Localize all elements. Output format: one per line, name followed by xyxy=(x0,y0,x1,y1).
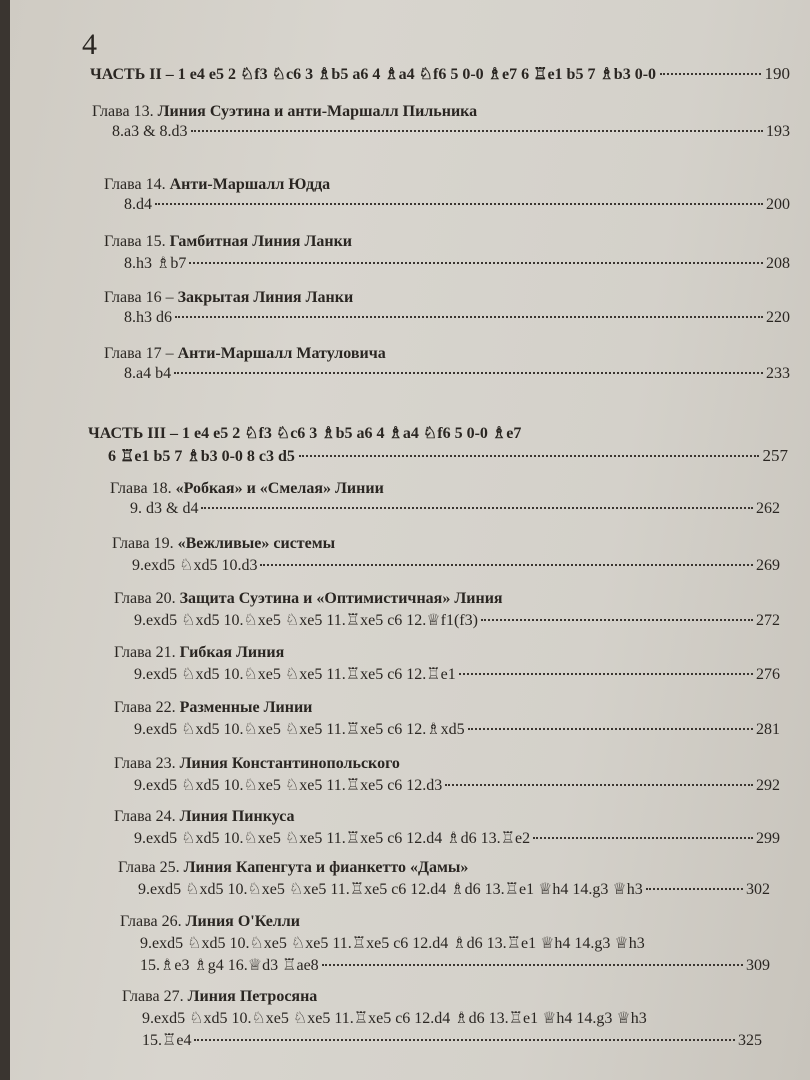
chapter-22 xyxy=(114,699,780,739)
chapter-number: Глава 18. xyxy=(110,480,172,497)
chapter-number: Глава 23. xyxy=(114,755,176,772)
dot-leader xyxy=(201,507,753,509)
chapter-page: 292 xyxy=(756,777,780,794)
dot-leader xyxy=(155,203,763,205)
chapter-13 xyxy=(92,103,790,141)
chapter-moves: 9.exd5 ♘xd5 10.♘xe5 ♘xe5 11.♖xe5 c6 12.d4 ♗d6 13.♖e2 xyxy=(134,830,531,847)
dot-leader xyxy=(459,673,753,675)
chapter-page: 276 xyxy=(756,666,780,683)
chapter-number: Глава 27. xyxy=(122,988,184,1005)
chapter-moves: 8.h3 ♗b7 xyxy=(124,255,187,272)
chapter-title: Разменные Линии xyxy=(179,699,313,716)
dot-leader xyxy=(194,1039,735,1041)
dot-leader xyxy=(174,372,763,374)
chapter-moves: 8.a3 & 8.d3 xyxy=(112,123,188,140)
chapter-moves: 9.exd5 ♘xd5 10.♘xe5 ♘xe5 11.♖xe5 c6 12.♕f1(f3) xyxy=(134,612,478,629)
chapter-moves: 8.h3 d6 xyxy=(124,309,172,326)
chapter-number: Глава 13. xyxy=(92,103,154,120)
chapter-title: Линия Пинкуса xyxy=(179,808,295,825)
chapter-moves-line-1: 9.exd5 ♘xd5 10.♘xe5 ♘xe5 11.♖xe5 c6 12.d4 ♗d6 13.♖e1 ♕h4 14.g3 ♕h3 xyxy=(140,935,645,952)
chapter-16 xyxy=(104,289,790,327)
chapter-moves: 8.a4 b4 xyxy=(124,365,172,382)
dot-leader xyxy=(189,262,763,264)
dot-leader xyxy=(660,73,760,75)
dot-leader xyxy=(175,316,763,318)
chapter-title: Закрытая Линия Ланки xyxy=(177,289,354,306)
chapter-page: 193 xyxy=(766,123,790,140)
part-3-heading xyxy=(88,423,788,466)
chapter-moves-line-1: 9.exd5 ♘xd5 10.♘xe5 ♘xe5 11.♖xe5 c6 12.d4 ♗d6 13.♖e1 ♕h4 14.g3 ♕h3 xyxy=(142,1010,647,1027)
chapter-page: 272 xyxy=(756,612,780,629)
chapter-18 xyxy=(110,480,780,518)
chapter-25 xyxy=(118,859,770,899)
part-3-page: 257 xyxy=(762,446,788,465)
chapter-title: Линия Петросяна xyxy=(187,988,318,1005)
chapter-page: 325 xyxy=(738,1032,762,1049)
chapter-moves: 15.♖e4 xyxy=(142,1032,192,1049)
chapter-number: Глава 14. xyxy=(104,176,166,193)
chapter-number: Глава 16 – xyxy=(104,289,174,306)
chapter-moves: 9.exd5 ♘xd5 10.♘xe5 ♘xe5 11.♖xe5 c6 12.d4 ♗d6 13.♖e1 ♕h4 14.g3 ♕h3 xyxy=(138,881,643,898)
chapter-page: 262 xyxy=(756,500,780,517)
chapter-number: Глава 21. xyxy=(114,644,176,661)
chapter-title: Анти-Маршалл Матуловича xyxy=(177,345,386,362)
page-number: 4 xyxy=(82,28,97,61)
dot-leader xyxy=(481,619,753,621)
chapter-number: Глава 15. xyxy=(104,233,166,250)
part-3-title-line-2: 6 ♖e1 b5 7 ♗b3 0-0 8 c3 d5 xyxy=(108,448,295,465)
chapter-number: Глава 25. xyxy=(118,859,180,876)
chapter-page: 309 xyxy=(746,957,770,974)
chapter-moves: 9.exd5 ♘xd5 10.d3 xyxy=(132,557,258,574)
chapter-title: Линия Капенгута и фианкетто «Дамы» xyxy=(183,859,469,876)
part-3-title-line-1: ЧАСТЬ III – 1 e4 e5 2 ♘f3 ♘c6 3 ♗b5 a6 4 ♗a4 ♘f6 5 0-0 ♗e7 xyxy=(88,425,522,442)
chapter-14 xyxy=(104,176,790,214)
chapter-26 xyxy=(120,913,770,975)
chapter-19 xyxy=(112,535,780,575)
dot-leader xyxy=(322,964,743,966)
part-2-title: ЧАСТЬ II – 1 e4 e5 2 ♘f3 ♘c6 3 ♗b5 a6 4 ♗a4 ♘f6 5 0-0 ♗e7 6 ♖e1 b5 7 ♗b3 0-0 xyxy=(90,66,657,83)
chapter-24 xyxy=(114,808,780,848)
chapter-moves: 8.d4 xyxy=(124,196,152,213)
chapter-moves: 9. d3 & d4 xyxy=(130,500,199,517)
dot-leader xyxy=(468,728,753,730)
chapter-15 xyxy=(104,233,790,273)
chapter-page: 208 xyxy=(766,255,790,272)
chapter-title: «Робкая» и «Смелая» Линии xyxy=(175,480,384,497)
chapter-20 xyxy=(114,590,780,630)
chapter-title: «Вежливые» системы xyxy=(177,535,336,552)
chapter-number: Глава 17 – xyxy=(104,345,174,362)
dot-leader xyxy=(260,564,753,566)
chapter-page: 233 xyxy=(766,365,790,382)
chapter-moves: 9.exd5 ♘xd5 10.♘xe5 ♘xe5 11.♖xe5 c6 12.♖e1 xyxy=(134,666,456,683)
chapter-title: Гибкая Линия xyxy=(179,644,285,661)
chapter-page: 299 xyxy=(756,830,780,847)
dot-leader xyxy=(533,837,753,839)
chapter-number: Глава 24. xyxy=(114,808,176,825)
chapter-page: 281 xyxy=(756,721,780,738)
chapter-moves: 15.♗e3 ♗g4 16.♕d3 ♖ae8 xyxy=(140,957,319,974)
part-2-heading xyxy=(90,64,790,84)
chapter-title: Анти-Маршалл Юдда xyxy=(169,176,331,193)
chapter-title: Защита Суэтина и «Оптимистичная» Линия xyxy=(179,590,503,607)
chapter-number: Глава 20. xyxy=(114,590,176,607)
chapter-title: Линия Константинопольского xyxy=(179,755,400,772)
dot-leader xyxy=(191,130,763,132)
chapter-number: Глава 22. xyxy=(114,699,176,716)
dot-leader xyxy=(299,455,759,457)
chapter-number: Глава 19. xyxy=(112,535,174,552)
chapter-27 xyxy=(122,988,762,1050)
chapter-page: 200 xyxy=(766,196,790,213)
book-page xyxy=(10,0,810,1080)
chapter-page: 220 xyxy=(766,309,790,326)
chapter-moves: 9.exd5 ♘xd5 10.♘xe5 ♘xe5 11.♖xe5 c6 12.♗xd5 xyxy=(134,721,465,738)
chapter-number: Глава 26. xyxy=(120,913,182,930)
chapter-21 xyxy=(114,644,780,684)
chapter-page: 269 xyxy=(756,557,780,574)
chapter-23 xyxy=(114,755,780,795)
chapter-17 xyxy=(104,345,790,383)
chapter-title: Линия О'Келли xyxy=(185,913,300,930)
chapter-title: Гамбитная Линия Ланки xyxy=(169,233,353,250)
dot-leader xyxy=(445,784,753,786)
part-2-page: 190 xyxy=(764,64,790,83)
dot-leader xyxy=(646,888,743,890)
chapter-moves: 9.exd5 ♘xd5 10.♘xe5 ♘xe5 11.♖xe5 c6 12.d3 xyxy=(134,777,443,794)
chapter-title: Линия Суэтина и анти-Маршалл Пильника xyxy=(157,103,478,120)
chapter-page: 302 xyxy=(746,881,770,898)
